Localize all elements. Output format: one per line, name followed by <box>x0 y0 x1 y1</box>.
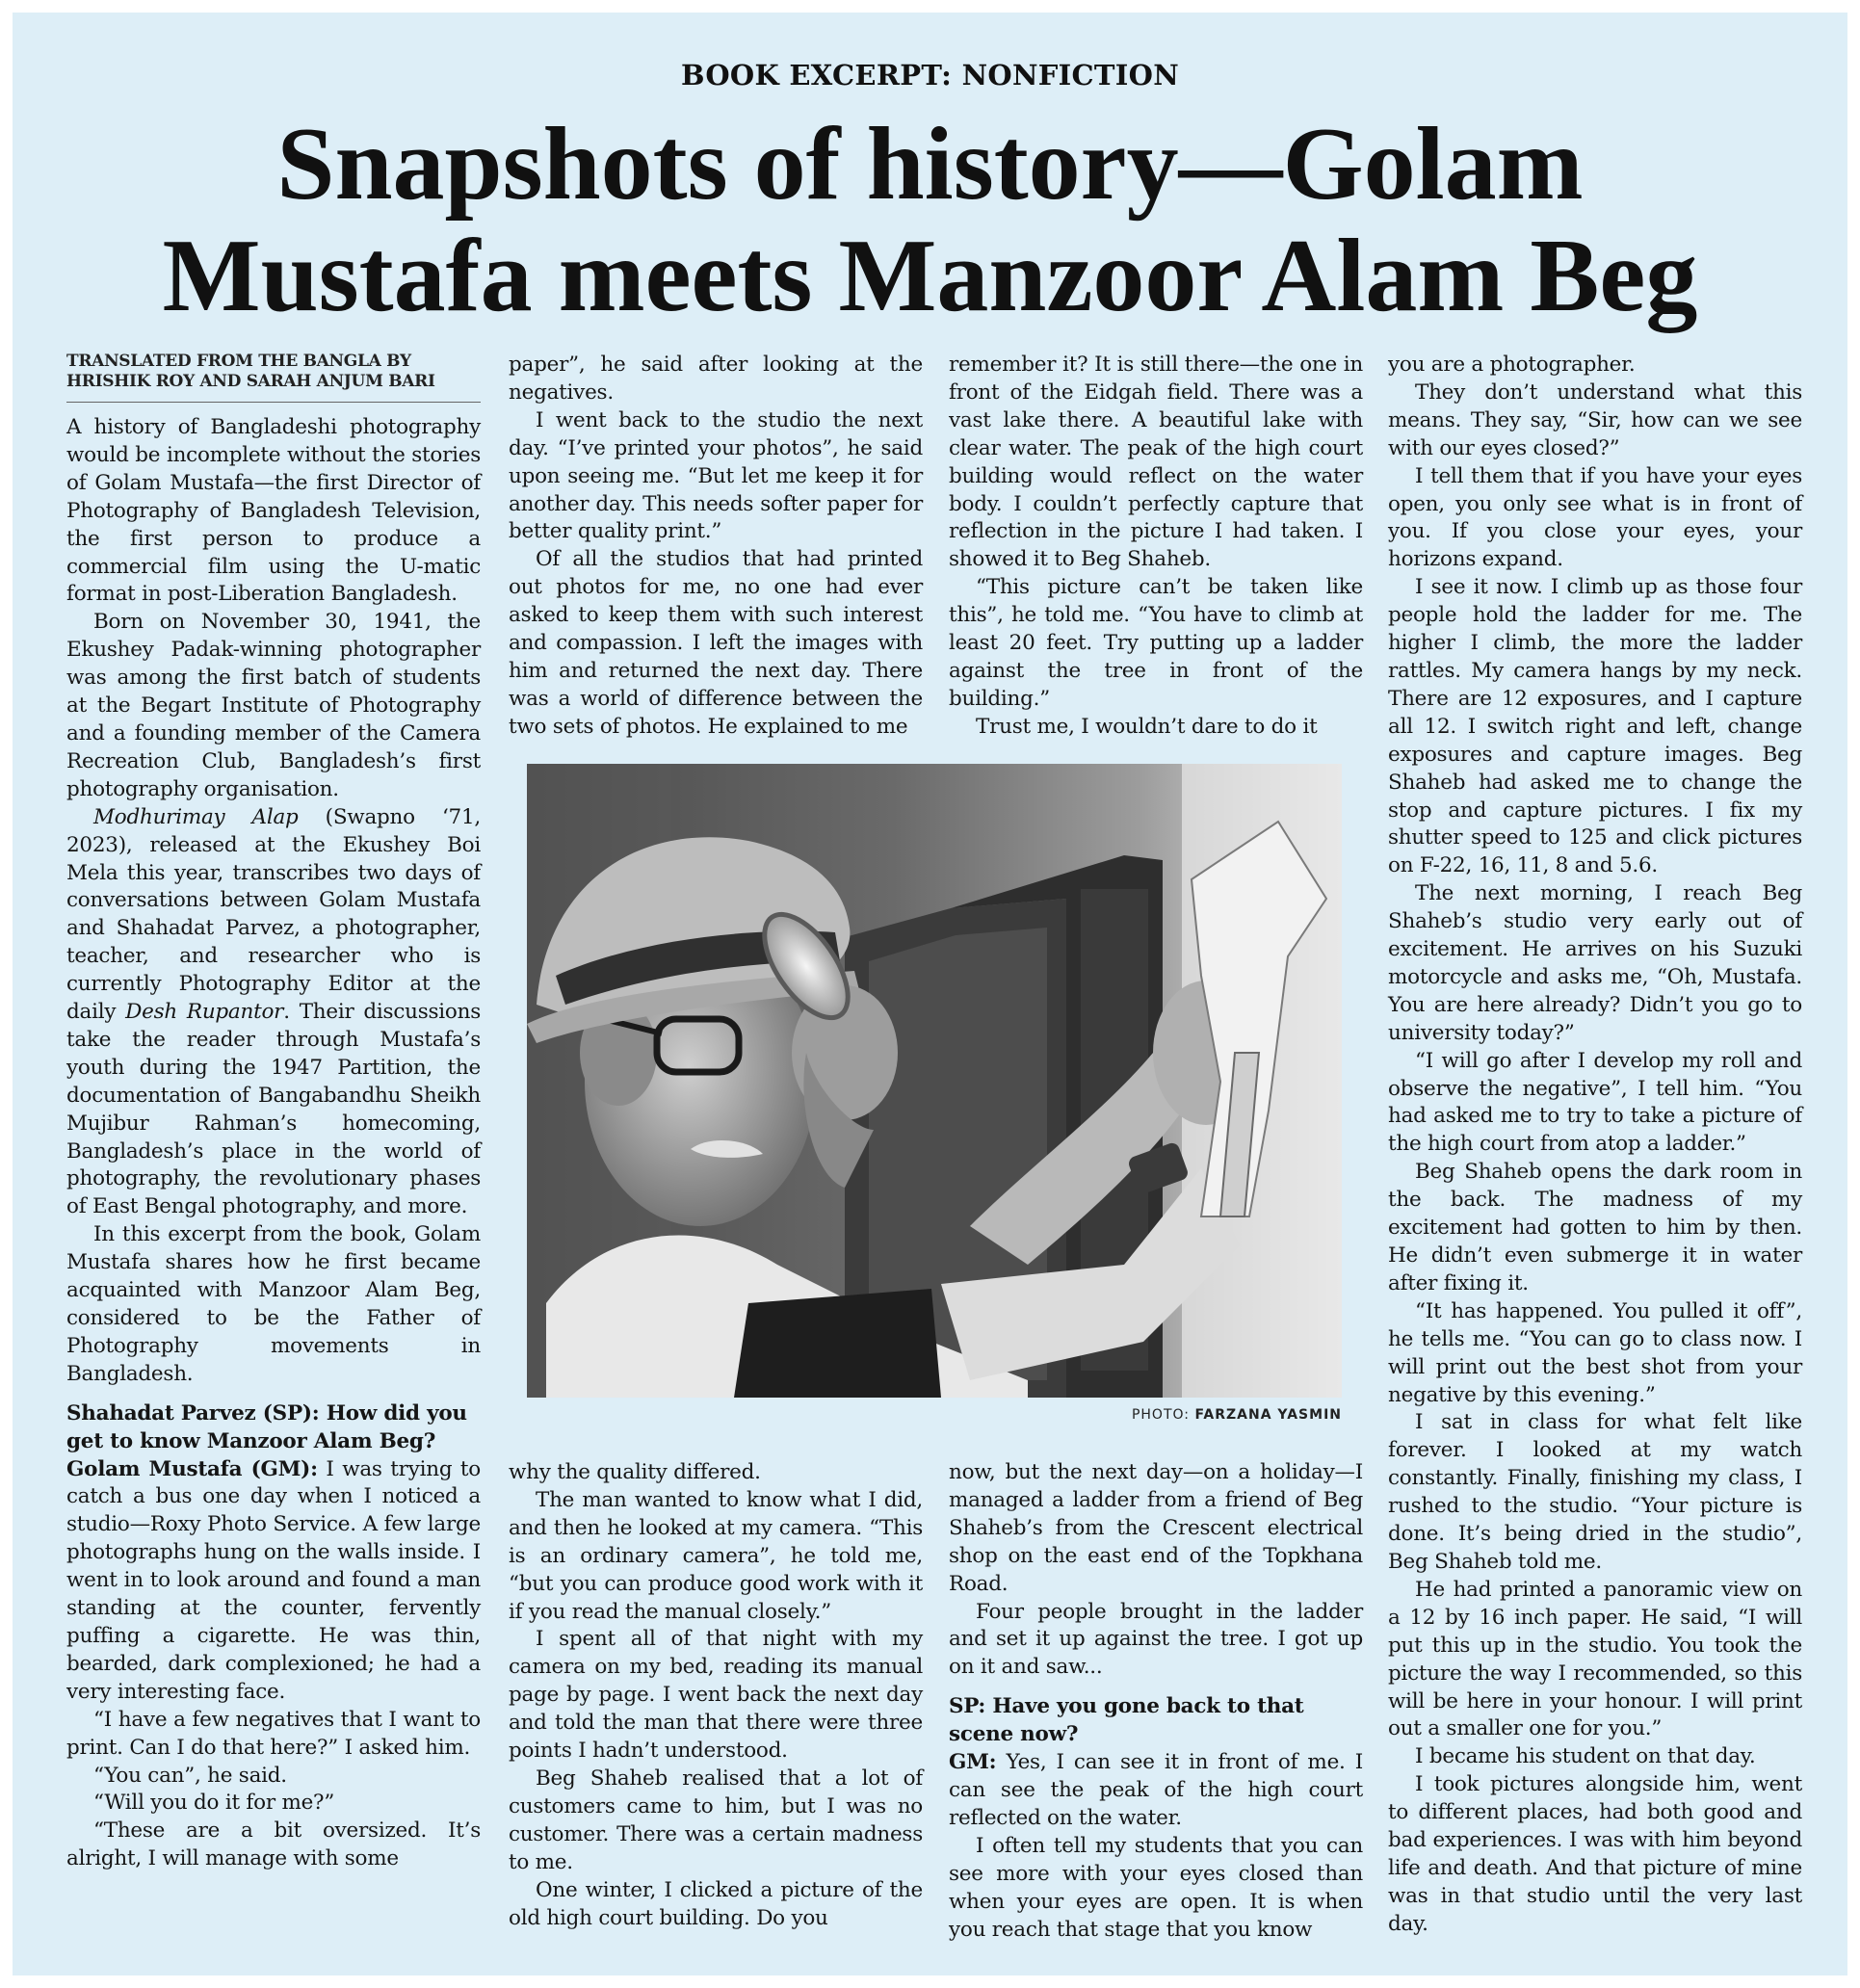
paragraph: I spent all of that night with my camera on my bed, reading its manual page by page. I went back the next day and told the man that there were three points I hadn’t understood. <box>509 1627 923 1764</box>
paragraph: Beg Shaheb opens the dark room in the back. The madness of my excitement had gotten to him by then. He didn’t even submerge it in water after fixing it. <box>1388 1160 1802 1295</box>
paragraph: I see it now. I climb up as those four people hold the ladder for me. The higher I climb, the more the ladder rattles. My camera hangs by my neck. There are 12 exposures, and I capture all 12. I switch right and left, change exposures and capture images. Beg Shaheb had asked me to change the stop and capture pictures. I fix my shutter speed to 125 and click pictures on F-22, 16, 11, 8 and 5.6. <box>1388 575 1802 878</box>
paragraph: now, but the next day—on a holiday—I managed a ladder from a friend of Beg Shaheb’s from the Crescent electrical shop on the east end of the Topkhana Road. <box>949 1460 1363 1596</box>
paragraph: Born on November 30, 1941, the Ekushey Padak-winning photographer was among the first batch of students at the Begart Institute of Photography and a founding member of the Camera Recreation Club, Bangladesh’s first photography organisation. <box>66 610 481 801</box>
photo-man-with-magnifier <box>527 764 1342 1398</box>
column-4 <box>1388 352 1802 1939</box>
answer-text: I was trying to catch a bus one day when I noticed a studio—Roxy Photo Service. A few large photographs hung on the walls inside. I went in to look around and found a man standing at the counter, fervently puffing a cigarette. He was thin, bearded, dark complexioned; he had a very interesting face. <box>66 1456 482 1704</box>
paragraph: Trust me, I wouldn’t dare to do it <box>976 714 1318 739</box>
paragraph: I sat in class for what felt like forever. I looked at my watch constantly. Finally, finishing my class, I rushed to the studio. “Your picture is done. It’s being dried in the studio”, Beg Shaheb told me. <box>1388 1410 1802 1574</box>
paragraph: I tell them that if you have your eyes open, you only see what is in front of you. If you close your eyes, your horizons expand. <box>1388 463 1802 572</box>
question: Shahadat Parvez (SP): How did you get to know Manzoor Alam Beg? <box>66 1400 467 1453</box>
byline-line-2: HRISHIK ROY AND SARAH ANJUM BARI <box>66 372 435 391</box>
paragraph: “It has happened. You pulled it off”, he tells me. “You can go to class now. I will print out the best shot from your negative by this evening.” <box>1388 1298 1802 1407</box>
paragraph: why the quality differed. <box>509 1460 761 1484</box>
article-photo <box>527 764 1342 1398</box>
paragraph: Four people brought in the ladder and set it up against the tree. I got up on it and saw... <box>949 1599 1363 1680</box>
paragraph: In this excerpt from the book, Golam Mustafa shares how he first became acquainted with Manzoor Alam Beg, considered to be the Father of Photography movements in Bangladesh. <box>66 1222 481 1386</box>
paragraph-text: (Swapno ‘71, 2023), released at the Ekushey Boi Mela this year, transcribes two days of conversations between Golam Mustafa and Shahadat Parvez, a photographer, teacher, and researcher who is currently Photography Editor at the daily <box>66 804 481 1025</box>
paragraph: The next morning, I reach Beg Shaheb’s studio very early out of excitement. He arrives on his Suzuki motorcycle and asks me, “Oh, Mustafa. You are here already? Didn’t you go to university today?” <box>1388 881 1802 1045</box>
column-3-top <box>949 352 1363 742</box>
byline <box>66 352 481 403</box>
newspaper-page <box>13 13 1847 1975</box>
photo-credit <box>527 1407 1342 1423</box>
paragraph: “Will you do it for me?” <box>93 1791 335 1816</box>
paragraph: He had printed a panoramic view on a 12 by 16 inch paper. He said, “I will put this up in the studio. You took the picture the way I recommended, so this will be here in your honour. I will print out a smaller one for you.” <box>1388 1577 1802 1741</box>
paragraph: Of all the studios that had printed out photos for me, no one had ever asked to keep them with such interest and compassion. I left the images with him and returned the next day. There was a world of difference between the two sets of photos. He explained to me <box>509 547 923 739</box>
paragraph: I took pictures alongside him, went to different places, had both good and bad experiences. I was with him beyond life and death. And that picture of mine was in that studio until the very last day. <box>1388 1772 1802 1936</box>
headline-line-1: Snapshots of history—Golam <box>276 107 1584 222</box>
paragraph: I often tell my students that you can see more with your eyes closed than when your eyes are open. It is when you reach that stage that you know <box>949 1833 1363 1942</box>
column-1 <box>66 352 481 1873</box>
paragraph: “This picture can’t be taken like this”, he told me. “You have to climb at least 20 feet. Try putting up a ladder against the tree in front of the building.” <box>949 575 1363 711</box>
column-2-top <box>509 352 923 742</box>
headline-line-2: Mustafa meets Manzoor Alam Beg <box>162 219 1698 333</box>
answer <box>949 1749 1363 1833</box>
paragraph: A history of Bangladeshi photography would be incomplete without the stories of Golam Mustafa—the first Director of Photography of Bangladesh Television, the first person to produce a commercial film using the U-matic format in post-Liberation Bangladesh. <box>66 415 481 607</box>
paragraph: I became his student on that day. <box>1415 1744 1756 1769</box>
newspaper-name: Desh Rupantor <box>125 1000 284 1025</box>
paragraph: “You can”, he said. <box>93 1763 287 1788</box>
paragraph: “I will go after I develop my roll and observe the negative”, I tell him. “You had asked me to try to take a picture of the high court from atop a ladder.” <box>1388 1048 1802 1157</box>
section-kicker: BOOK EXCERPT: NONFICTION <box>680 59 1180 92</box>
paragraph-text: . Their discussions take the reader through Mustafa’s youth during the 1947 Partition, the documentation of Bangabandhu Sheikh Mujibur Rahman’s homecoming, Bangladesh’s place in the world of photography, the revolutionary phases of East Bengal photography, and more. <box>66 1000 481 1219</box>
column-2-bottom <box>509 1459 923 1932</box>
paragraph: I went back to the studio the next day. “I’ve printed your photos”, he said upon seeing me. “But let me keep it for another day. This needs softer paper for better quality print.” <box>509 407 923 544</box>
byline-line-1: TRANSLATED FROM THE BANGLA BY <box>66 352 411 371</box>
paragraph: paper”, he said after looking at the negatives. <box>509 353 923 405</box>
headline <box>51 109 1809 332</box>
question: SP: Have you gone back to that scene now? <box>949 1694 1304 1747</box>
paragraph: Beg Shaheb realised that a lot of customers came to him, but I was no customer. There was a certain madness to me. <box>509 1766 923 1874</box>
paragraph: remember it? It is still there—the one in front of the Eidgah field. There was a vast lake there. A beautiful lake with clear water. The peak of the high court building would reflect on the water body. I couldn’t perfectly capture that reflection in the picture I had taken. I showed it to Beg Shaheb. <box>949 353 1363 572</box>
photographer-name: FARZANA YASMIN <box>1194 1407 1342 1423</box>
paragraph: “These are a bit oversized. It’s alright, I will manage with some <box>66 1818 481 1871</box>
paragraph: One winter, I clicked a picture of the old high court building. Do you <box>509 1877 923 1930</box>
paragraph: “I have a few negatives that I want to print. Can I do that here?” I asked him. <box>66 1707 481 1760</box>
answer <box>66 1456 481 1707</box>
book-title: Modhurimay Alap <box>93 804 299 829</box>
speaker-label: Golam Mustafa (GM): <box>66 1456 318 1481</box>
paragraph: They don’t understand what this means. They say, “Sir, how can we see with our eyes closed?” <box>1388 379 1802 460</box>
paragraph: The man wanted to know what I did, and then he looked at my camera. “This is an ordinary camera”, he told me, “but you can produce good work with it if you read the manual closely.” <box>509 1487 923 1624</box>
speaker-label: GM: <box>949 1750 997 1775</box>
paragraph: you are a photographer. <box>1388 353 1636 377</box>
paragraph <box>66 804 481 1222</box>
answer-text: Yes, I can see it in front of me. I can see the peak of the high court reflected on the water. <box>949 1750 1363 1830</box>
photo-credit-label: PHOTO: <box>1131 1407 1190 1423</box>
column-3-bottom <box>949 1459 1363 1944</box>
